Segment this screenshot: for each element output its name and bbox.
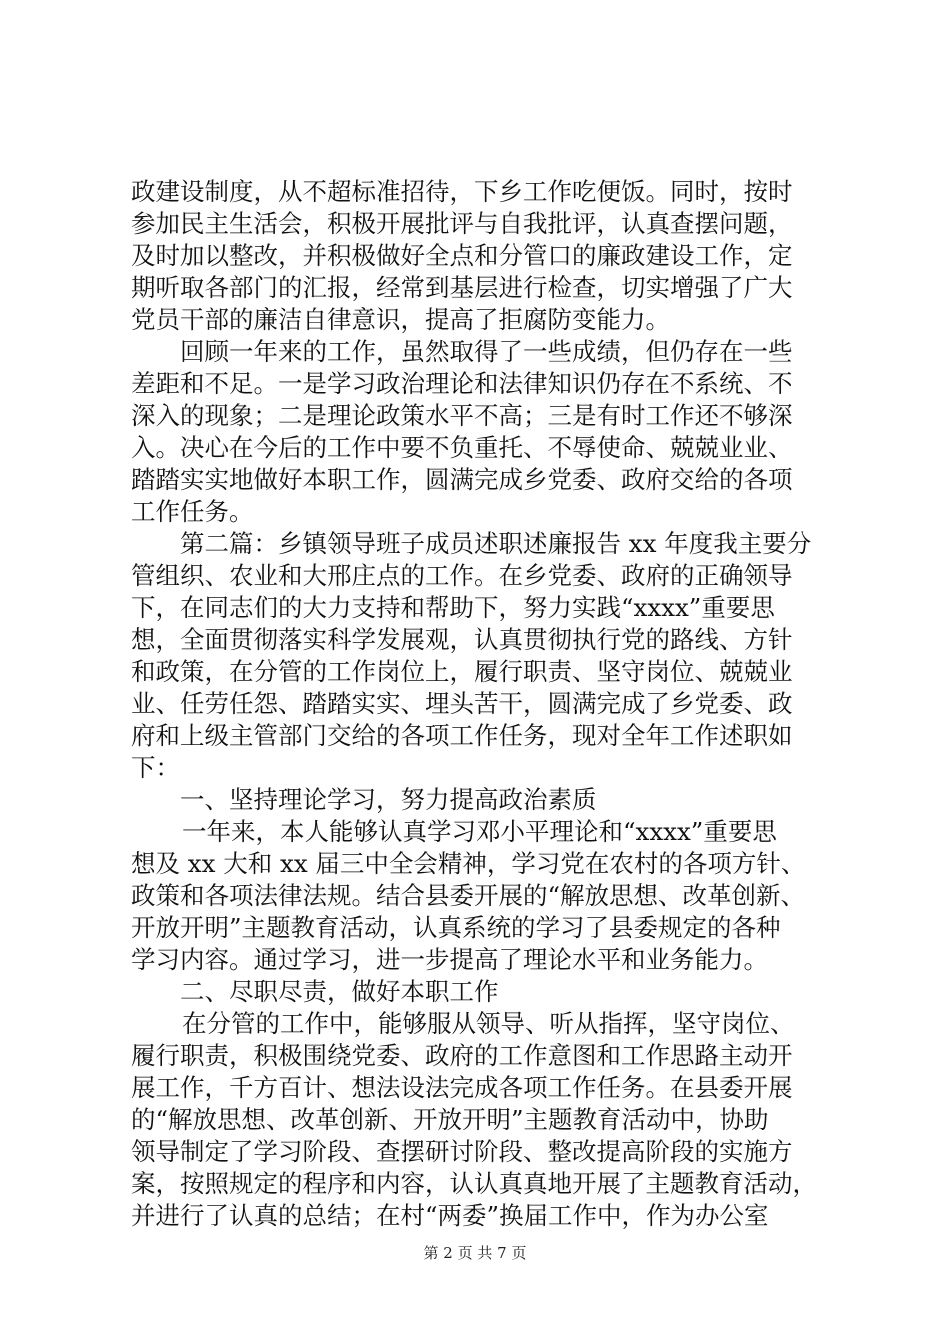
text-line: 期听取各部门的汇报，经常到基层进行检查，切实增强了广大: [131, 273, 793, 302]
text-line: 党员干部的廉洁自律意识，提高了拒腐防变能力。: [131, 305, 670, 334]
text-line: 差距和不足。一是学习政治理论和法律知识仍存在不系统、不: [131, 369, 793, 398]
text-line: 深入的现象；二是理论政策水平不高；三是有时工作还不够深: [131, 401, 793, 430]
text-line: 案，按照规定的程序和内容，认认真真地开展了主题教育活动，: [131, 1169, 817, 1198]
text-line: 政策和各项法律法规。结合县委开展的“解放思想、改革创新、: [131, 881, 806, 910]
text-line: 管组织、农业和大邢庄点的工作。在乡党委、政府的正确领导: [131, 561, 793, 590]
page-footer: 第 2 页 共 7 页: [423, 1244, 527, 1262]
text-line: 的“解放思想、改革创新、开放开明”主题教育活动中，协助: [131, 1105, 769, 1134]
text-line: 学习内容。通过学习，进一步提高了理论水平和业务能力。: [131, 945, 768, 974]
text-line: 参加民主生活会，积极开展批评与自我批评，认真查摆问题，: [131, 209, 793, 238]
text-line: 展工作，千方百计、想法设法完成各项工作任务。在县委开展: [131, 1073, 793, 1102]
text-line: 及时加以整改，并积极做好全点和分管口的廉政建设工作，定: [131, 241, 793, 270]
text-line: 想及 xx 大和 xx 届三中全会精神，学习党在农村的各项方针、: [131, 849, 806, 878]
text-line: 下，在同志们的大力支持和帮助下，努力实践“xxxx”重要思: [131, 593, 775, 622]
text-line: 在分管的工作中，能够服从领导、听从指挥，坚守岗位、: [182, 1009, 795, 1038]
text-line: 并进行了认真的总结；在村“两委”换届工作中，作为办公室: [131, 1201, 769, 1230]
text-line: 入。决心在今后的工作中要不负重托、不辱使命、兢兢业业、: [131, 433, 793, 462]
text-line: 回顾一年来的工作，虽然取得了一些成绩，但仍存在一些: [180, 337, 793, 366]
text-line: 第二篇：乡镇领导班子成员述职述廉报告 xx 年度我主要分: [180, 529, 812, 558]
text-line: 业、任劳任怨、踏踏实实、埋头苦干，圆满完成了乡党委、政: [131, 689, 793, 718]
text-line: 踏踏实实地做好本职工作，圆满完成乡党委、政府交给的各项: [131, 465, 793, 494]
section-heading: 一、坚持理论学习，努力提高政治素质: [180, 785, 597, 814]
text-line: 领导制定了学习阶段、查摆研讨阶段、整改提高阶段的实施方: [131, 1137, 793, 1166]
text-line: 和政策，在分管的工作岗位上，履行职责、坚守岗位、兢兢业: [131, 657, 793, 686]
section-heading: 二、尽职尽责，做好本职工作: [180, 977, 499, 1006]
document-body: [131, 176, 841, 1232]
text-line: 一年来，本人能够认真学习邓小平理论和“xxxx”重要思: [182, 817, 777, 846]
text-line: 开放开明”主题教育活动，认真系统的学习了县委规定的各种: [131, 913, 781, 942]
text-line: 工作任务。: [131, 497, 254, 526]
text-line: 下：: [131, 753, 180, 782]
text-line: 政建设制度，从不超标准招待，下乡工作吃便饭。同时，按时: [131, 177, 793, 206]
text-line: 府和上级主管部门交给的各项工作任务，现对全年工作述职如: [131, 721, 793, 750]
text-line: 履行职责，积极围绕党委、政府的工作意图和工作思路主动开: [131, 1041, 793, 1070]
text-line: 想，全面贯彻落实科学发展观，认真贯彻执行党的路线、方针: [131, 625, 793, 654]
